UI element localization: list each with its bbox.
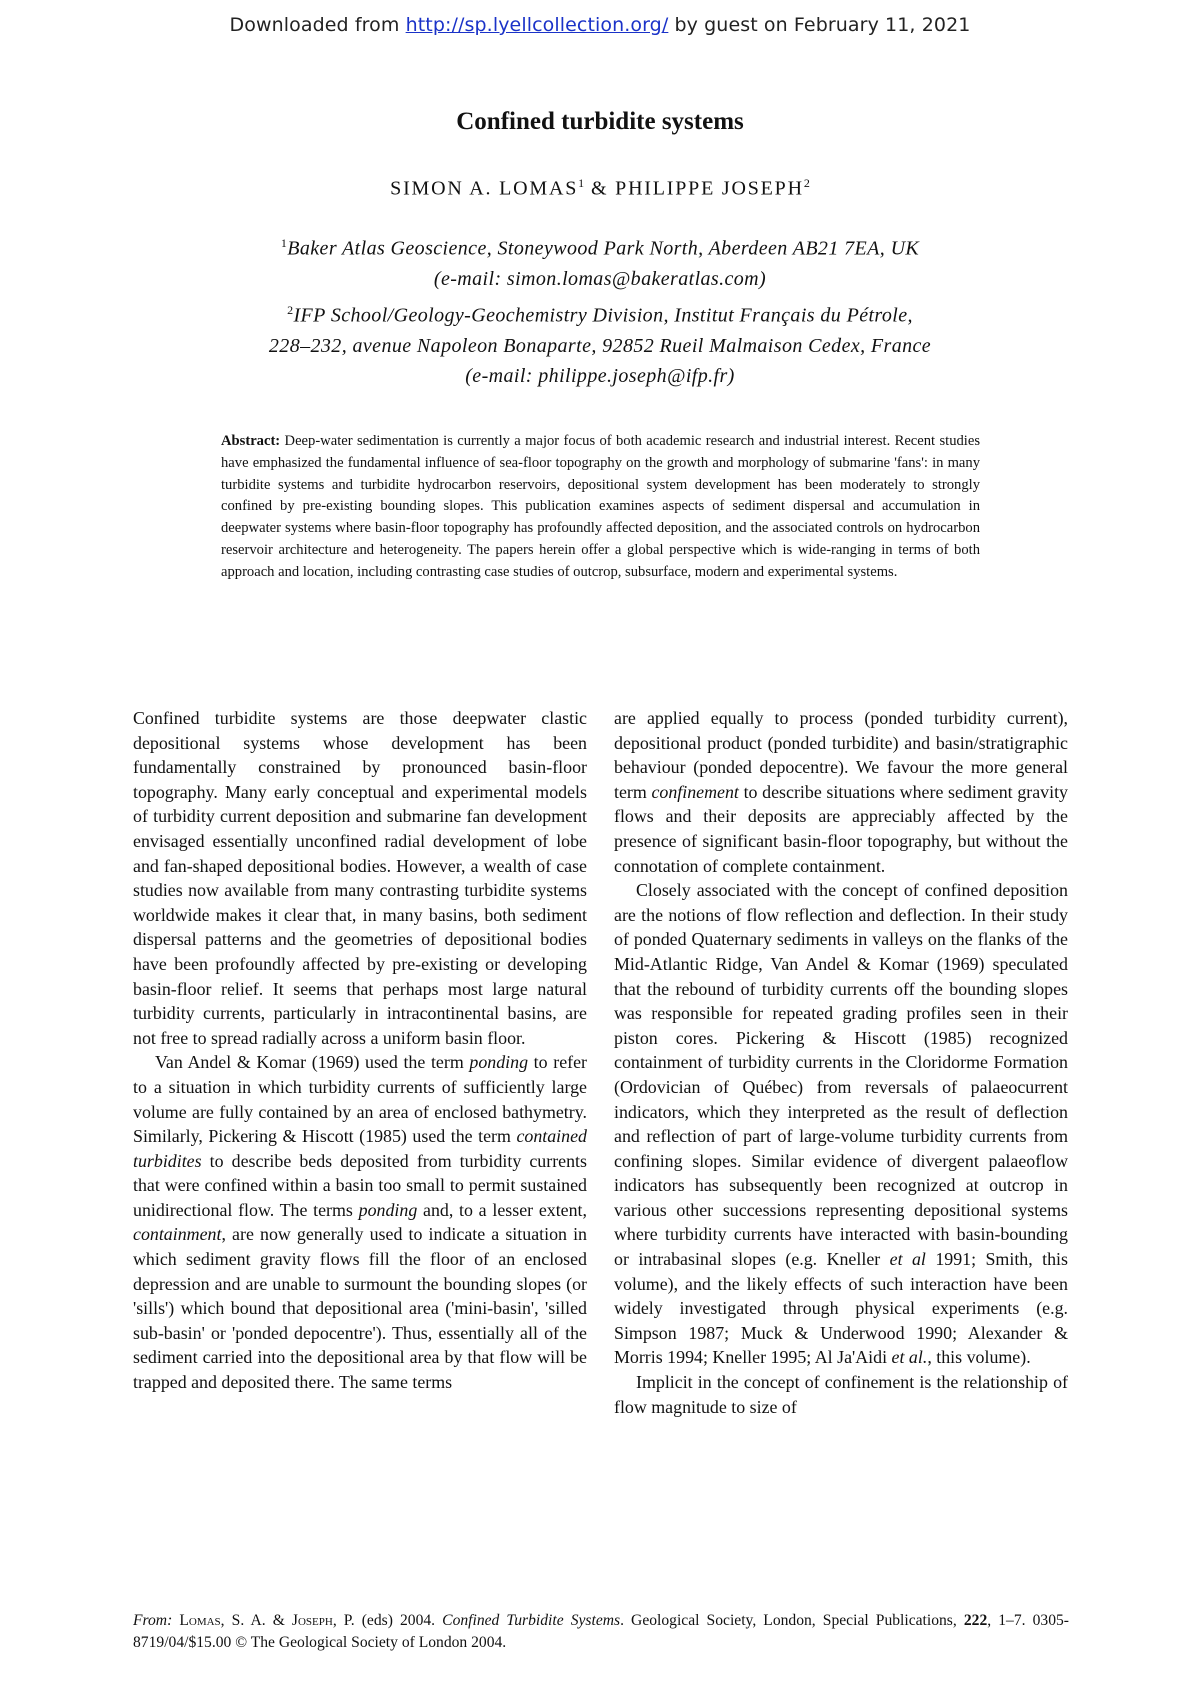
banner-prefix: Downloaded from — [229, 14, 406, 36]
affiliation-1-text: Baker Atlas Geoscience, Stoneywood Park North, Aberdeen AB21 7EA, UK — [287, 237, 920, 260]
left-paragraph-1: Confined turbidite systems are those deepwater clastic depositional systems whose development has been fundamentally constrained by pronounced basin-floor topography. Many early conceptual and experimental models of turbidity current deposition and submarine fan development envisaged essentially unconfined radial development of lobe and fan-shaped depositional bodies. However, a wealth of case studies now available from many contrasting turbidite systems worldwide makes it clear that, in many basins, both sediment dispersal patterns and the geometries of depositional bodies have been profoundly affected by pre-existing or developing basin-floor relief. It seems that perhaps most large natural turbidity currents, particularly in intracontinental basins, are not free to spread radially across a uniform basin floor. — [133, 708, 587, 1048]
left-p2-text-b: to refer to a situation in which turbidity currents of sufficiently large volume are fully contained by an area of enclosed bathymetry. Similarly, Pickering & Hiscott (1985) used the term — [133, 1052, 587, 1147]
affiliation-2 — [0, 295, 1200, 331]
banner-suffix: by guest on February 11, 2021 — [668, 14, 971, 36]
affiliation-1 — [0, 228, 1200, 264]
affiliation-1-email: (e-mail: simon.lomas@bakeratlas.com) — [433, 268, 767, 291]
left-p2-text-e: , are now generally used to indicate a situation in which sediment gravity flows fill the floor of an enclosed depression and are unable to surmount the bounding slopes (or 'sills') which bound that depositional area ('mini-basin', 'silled sub-basin' or 'ponded depocentre'). Thus, essentially all of the sediment carried into the depositional area by that flow will be trapped and deposited there. The same terms — [133, 1224, 587, 1393]
left-p2-italic-1: ponding — [469, 1052, 529, 1073]
right-p2-text-a: Closely associated with the concept of confined deposition are the notions of flow reflection and deflection. In their study of ponded Quaternary sediments in valleys on the flanks of the Mid-Atlantic Ridge, Van Andel & Komar (1969) speculated that the rebound of turbidity currents off the bounding slopes was responsible for repeated grading profiles seen in their piston cores. Pickering & Hiscott (1985) recognized containment of turbidity currents in the Cloridorme Formation (Ordovician of Québec) from reversals of palaeocurrent indicators, which they interpreted as the result of deflection and reflection of part of large-volume turbidity currents from confining slopes. Similar evidence of divergent palaeoflow indicators has subsequently been recognized at outcrop in various other successions representing depositional systems where turbidity currents have interacted with basin-bounding or intrabasinal slopes (e.g. Kneller — [614, 880, 1068, 1270]
right-p2-italic-2: et al. — [891, 1347, 928, 1368]
footer-from: From: — [133, 1612, 180, 1629]
footer-authors: Lomas, S. A. & Joseph, P. — [179, 1612, 355, 1629]
author-1: SIMON A. LOMAS — [390, 177, 579, 200]
abstract — [221, 431, 980, 584]
download-banner — [0, 14, 1200, 36]
left-p2-text-d: and, to a lesser extent, — [417, 1199, 588, 1220]
affiliation-2-address: 228–232, avenue Napoleon Bonaparte, 92852 Rueil Malmaison Cedex, France — [268, 334, 932, 357]
right-paragraph-3: Implicit in the concept of confinement is the relationship of flow magnitude to size of — [614, 1372, 1068, 1417]
left-p2-italic-4: containment — [133, 1224, 222, 1245]
footer-eds: (eds) 2004. — [354, 1612, 443, 1629]
footer-volume: 222 — [963, 1612, 988, 1629]
footer-book-title: Confined Turbidite Systems — [442, 1612, 621, 1629]
right-p1-text-b: to describe situations where sediment gravity flows and their deposits are appreciably affected by the presence of significant basin-floor topography, but without the connotation of complete containment. — [614, 781, 1068, 876]
author-2: PHILIPPE JOSEPH — [615, 177, 804, 200]
right-p2-text-c: , this volume). — [927, 1347, 1031, 1368]
affiliations — [0, 228, 1200, 392]
right-paragraph-2 — [614, 878, 1068, 1370]
affiliation-2-text: IFP School/Geology-Geochemistry Division, Institut Français du Pétrole, — [293, 304, 913, 327]
right-paragraph-1 — [614, 706, 1068, 878]
banner-link[interactable]: http://sp.lyellcollection.org/ — [405, 14, 669, 36]
author-1-sup: 1 — [578, 176, 585, 190]
affiliation-1-sup: 1 — [280, 236, 288, 250]
right-p2-italic-1: et al — [889, 1249, 926, 1270]
abstract-label: Abstract: — [221, 433, 281, 449]
article-title: Confined turbidite systems — [456, 108, 744, 135]
author-2-sup: 2 — [803, 176, 810, 190]
left-p2-italic-3: ponding — [358, 1199, 418, 1220]
left-column — [133, 706, 587, 1395]
left-p2-text-a: Van Andel & Komar (1969) used the term — [155, 1052, 470, 1073]
right-p1-italic-1: confinement — [651, 781, 739, 802]
author-separator: & — [584, 177, 616, 200]
affiliation-2-email: (e-mail: philippe.joseph@ifp.fr) — [465, 365, 735, 388]
footer-publisher: . Geological Society, London, Special Publications, — [620, 1612, 964, 1629]
left-paragraph-2 — [133, 1050, 587, 1394]
right-p2-text-b: 1991; Smith, this volume), and the likely effects of such interaction have been widely investigated through physical experiments (e.g. Simpson 1987; Muck & Underwood 1990; Alexander & Morris 1994; Kneller 1995; Al Ja'Aidi — [614, 1249, 1068, 1368]
left-p2-text-c: to describe beds deposited from turbidity currents that were confined within a basin too small to permit sustained unidirectional flow. The terms — [133, 1150, 587, 1220]
right-column — [614, 706, 1068, 1419]
left-p2-italic-2: contained turbidites — [133, 1126, 587, 1171]
affiliation-2-sup: 2 — [287, 302, 294, 317]
citation-footer — [133, 1610, 1069, 1654]
footer-rest: , 1–7. 0305-8719/04/$15.00 © The Geological Society of London 2004. — [133, 1612, 1070, 1651]
abstract-text: Deep-water sedimentation is currently a major focus of both academic research and industrial interest. Recent studies have emphasized the fundamental influence of sea-floor topography on the growth and morphology of submarine 'fans': in many turbidite systems and turbidite hydrocarbon reservoirs, depositional system development has been moderately to strongly confined by pre-existing bounding slopes. This publication examines aspects of sediment dispersal and accumulation in deepwater systems where basin-floor topography has profoundly affected deposition, and the associated controls on hydrocarbon reservoir architecture and heterogeneity. The papers herein offer a global perspective which is wide-ranging in terms of both approach and location, including contrasting case studies of outcrop, subsurface, modern and experimental systems. — [221, 433, 980, 580]
right-p1-text-a: are applied equally to process (ponded turbidity current), depositional product (ponded turbidite) and basin/stratigraphic behaviour (ponded depocentre). We favour the more general term — [614, 708, 1068, 802]
author-list — [0, 176, 1200, 201]
